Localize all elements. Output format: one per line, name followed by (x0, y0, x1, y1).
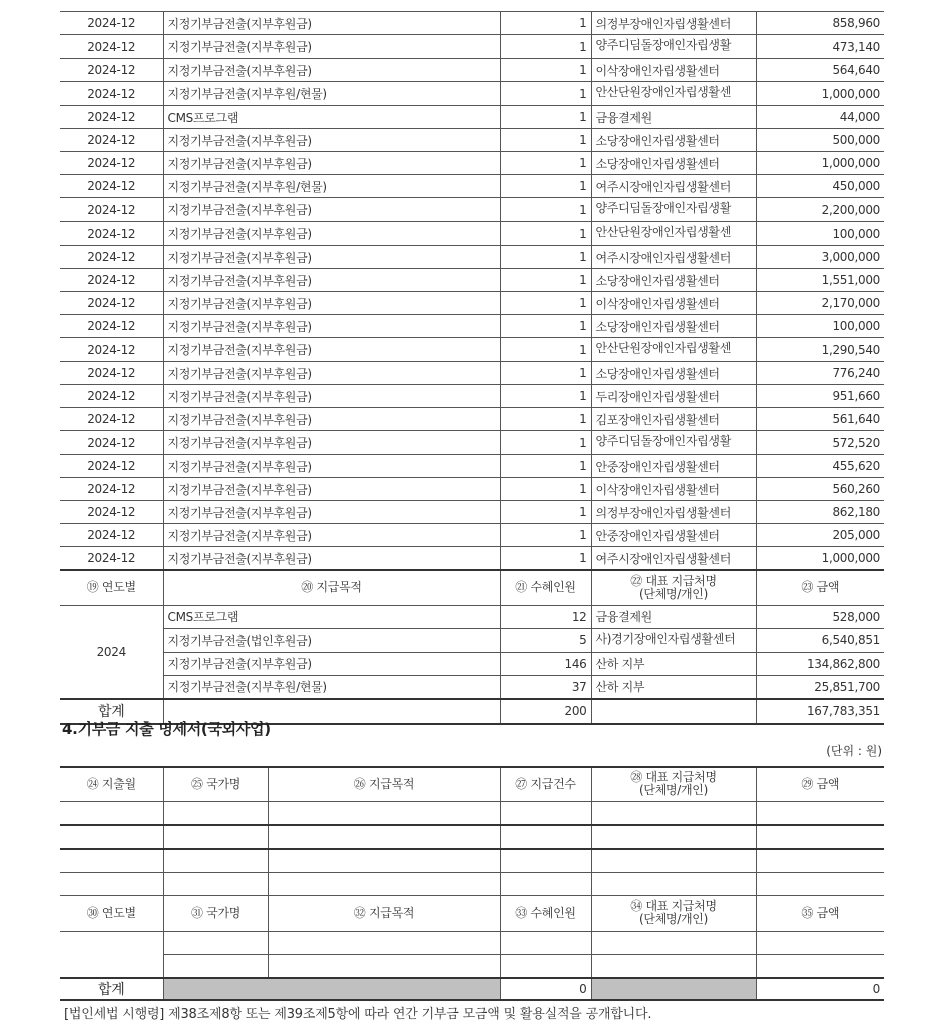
detail-row (60, 338, 884, 362)
detail-purpose: 지정기부금전출(지부후원금) (163, 478, 500, 501)
detail-purpose: 지정기부금전출(지부후원금) (163, 129, 500, 152)
foreign-detail-header-row (60, 767, 884, 801)
header-recipient-line2: (단체명/개인) (639, 783, 708, 798)
detail-recipient: 안산단원장애인자립생활센 (591, 82, 756, 106)
detail-purpose: 지정기부금전출(지부후원금) (163, 222, 500, 246)
detail-month: 2024-12 (60, 106, 163, 129)
detail-purpose: 지정기부금전출(지부후원금) (163, 524, 500, 547)
detail-count: 1 (500, 12, 591, 35)
unit-label: (단위 : 원) (826, 744, 882, 758)
detail-recipient: 여주시장애인자립생활센터 (591, 246, 756, 269)
detail-purpose: 지정기부금전출(지부후원금) (163, 547, 500, 571)
header-count: ㉗ 지급건수 (500, 767, 591, 801)
detail-count: 1 (500, 246, 591, 269)
summary-amount: 25,851,700 (756, 675, 884, 699)
detail-amount: 776,240 (756, 362, 884, 385)
summary-amount: 528,000 (756, 605, 884, 628)
detail-count: 1 (500, 175, 591, 198)
detail-recipient: 양주디딤돌장애인자립생활 (591, 431, 756, 455)
header-recipient-line2: (단체명/개인) (639, 912, 708, 926)
header-beneficiaries: ㉝ 수혜인원 (500, 895, 591, 931)
detail-row (60, 269, 884, 292)
detail-recipient: 두리장애인자립생활센터 (591, 385, 756, 408)
foreign-detail-row (60, 872, 884, 895)
detail-purpose: 지정기부금전출(지부후원금) (163, 385, 500, 408)
footer-legal-note: [법인세법 시행령] 제38조제8항 또는 제39조제5항에 따라 연간 기부금 모금액 및 활용실적을 공개합니다. (64, 1007, 652, 1022)
total-amount: 167,783,351 (756, 699, 884, 724)
empty-cell (268, 872, 500, 895)
summary-beneficiaries: 146 (500, 652, 591, 675)
detail-recipient: 안중장애인자립생활센터 (591, 455, 756, 478)
detail-amount: 205,000 (756, 524, 884, 547)
detail-purpose: 지정기부금전출(지부후원금) (163, 269, 500, 292)
detail-month: 2024-12 (60, 385, 163, 408)
detail-purpose: 지정기부금전출(지부후원금) (163, 362, 500, 385)
detail-purpose: 지정기부금전출(지부후원/현물) (163, 175, 500, 198)
total-label: 합계 (60, 978, 163, 1000)
summary-recipient: 산하 지부 (591, 675, 756, 699)
empty-cell (500, 801, 591, 825)
empty-cell (163, 954, 268, 978)
detail-purpose: CMS프로그램 (163, 106, 500, 129)
empty-cell (500, 872, 591, 895)
header-amount: ㉙ 금액 (756, 767, 884, 801)
detail-amount: 862,180 (756, 501, 884, 524)
detail-count: 1 (500, 431, 591, 455)
detail-recipient: 소당장애인자립생활센터 (591, 269, 756, 292)
empty-cell (163, 825, 268, 849)
detail-amount: 44,000 (756, 106, 884, 129)
detail-count: 1 (500, 315, 591, 338)
detail-count: 1 (500, 198, 591, 222)
empty-cell (163, 849, 268, 873)
header-beneficiaries: ㉑ 수혜인원 (500, 570, 591, 605)
header-purpose: ㉖ 지급목적 (268, 767, 500, 801)
detail-row (60, 152, 884, 175)
empty-cell (500, 931, 591, 954)
empty-cell (163, 931, 268, 954)
detail-count: 1 (500, 547, 591, 571)
detail-purpose: 지정기부금전출(지부후원금) (163, 59, 500, 82)
empty-cell (500, 954, 591, 978)
empty-cell (163, 872, 268, 895)
detail-purpose: 지정기부금전출(지부후원금) (163, 408, 500, 431)
detail-row (60, 59, 884, 82)
detail-amount: 100,000 (756, 222, 884, 246)
detail-row (60, 35, 884, 59)
empty-cell (163, 801, 268, 825)
foreign-detail-row (60, 801, 884, 825)
detail-purpose: 지정기부금전출(지부후원금) (163, 455, 500, 478)
empty-cell (591, 931, 756, 954)
detail-row (60, 82, 884, 106)
detail-month: 2024-12 (60, 524, 163, 547)
foreign-expenditure-table (60, 766, 884, 1001)
empty-cell (60, 825, 163, 849)
foreign-detail-row (60, 849, 884, 873)
empty-year-cell (60, 931, 163, 978)
detail-rows (60, 12, 884, 571)
detail-recipient: 소당장애인자립생활센터 (591, 362, 756, 385)
detail-recipient: 의정부장애인자립생활센터 (591, 12, 756, 35)
detail-recipient: 금융결제원 (591, 106, 756, 129)
header-recipient (591, 895, 756, 931)
detail-month: 2024-12 (60, 269, 163, 292)
detail-count: 1 (500, 152, 591, 175)
detail-month: 2024-12 (60, 175, 163, 198)
detail-row (60, 292, 884, 315)
detail-recipient: 안산단원장애인자립생활센 (591, 338, 756, 362)
empty-cell (756, 825, 884, 849)
detail-purpose: 지정기부금전출(지부후원금) (163, 315, 500, 338)
detail-row (60, 547, 884, 571)
detail-count: 1 (500, 222, 591, 246)
detail-amount: 1,290,540 (756, 338, 884, 362)
empty-cell (60, 849, 163, 873)
summary-amount: 134,862,800 (756, 652, 884, 675)
empty-cell (756, 931, 884, 954)
detail-purpose: 지정기부금전출(지부후원금) (163, 198, 500, 222)
header-purpose: ㉜ 지급목적 (268, 895, 500, 931)
detail-count: 1 (500, 362, 591, 385)
detail-amount: 2,200,000 (756, 198, 884, 222)
summary-recipient: 산하 지부 (591, 652, 756, 675)
detail-count: 1 (500, 455, 591, 478)
detail-row (60, 362, 884, 385)
empty-cell (268, 931, 500, 954)
detail-count: 1 (500, 82, 591, 106)
detail-amount: 450,000 (756, 175, 884, 198)
summary-header-row (60, 570, 884, 605)
header-recipient (591, 570, 756, 605)
detail-month: 2024-12 (60, 82, 163, 106)
detail-row (60, 315, 884, 338)
summary-year: 2024 (60, 605, 163, 699)
summary-purpose: 지정기부금전출(지부후원금) (163, 652, 500, 675)
summary-amount: 6,540,851 (756, 628, 884, 652)
detail-purpose: 지정기부금전출(지부후원금) (163, 501, 500, 524)
detail-amount: 1,000,000 (756, 152, 884, 175)
summary-purpose: CMS프로그램 (163, 605, 500, 628)
detail-purpose: 지정기부금전출(지부후원금) (163, 35, 500, 59)
foreign-summary-row (60, 954, 884, 978)
detail-month: 2024-12 (60, 198, 163, 222)
detail-row (60, 222, 884, 246)
detail-amount: 100,000 (756, 315, 884, 338)
detail-recipient: 여주시장애인자립생활센터 (591, 175, 756, 198)
detail-amount: 3,000,000 (756, 246, 884, 269)
detail-count: 1 (500, 338, 591, 362)
detail-purpose: 지정기부금전출(지부후원금) (163, 246, 500, 269)
empty-cell (500, 825, 591, 849)
empty-cell (60, 872, 163, 895)
detail-recipient: 이삭장애인자립생활센터 (591, 478, 756, 501)
summary-row (60, 605, 884, 628)
summary-beneficiaries: 5 (500, 628, 591, 652)
detail-month: 2024-12 (60, 129, 163, 152)
detail-count: 1 (500, 478, 591, 501)
detail-recipient: 소당장애인자립생활센터 (591, 152, 756, 175)
summary-beneficiaries: 12 (500, 605, 591, 628)
detail-recipient: 양주디딤돌장애인자립생활 (591, 35, 756, 59)
detail-row (60, 501, 884, 524)
header-year: ㉚ 연도별 (60, 895, 163, 931)
detail-purpose: 지정기부금전출(지부후원금) (163, 338, 500, 362)
detail-purpose: 지정기부금전출(지부후원/현물) (163, 82, 500, 106)
detail-count: 1 (500, 129, 591, 152)
empty-cell (756, 954, 884, 978)
detail-count: 1 (500, 524, 591, 547)
detail-month: 2024-12 (60, 431, 163, 455)
detail-count: 1 (500, 408, 591, 431)
detail-amount: 1,000,000 (756, 82, 884, 106)
detail-amount: 455,620 (756, 455, 884, 478)
detail-amount: 564,640 (756, 59, 884, 82)
detail-month: 2024-12 (60, 362, 163, 385)
detail-row (60, 455, 884, 478)
foreign-summary-header-row (60, 895, 884, 931)
detail-recipient: 안중장애인자립생활센터 (591, 524, 756, 547)
detail-month: 2024-12 (60, 315, 163, 338)
detail-purpose: 지정기부금전출(지부후원금) (163, 431, 500, 455)
summary-beneficiaries: 37 (500, 675, 591, 699)
summary-row (60, 652, 884, 675)
detail-month: 2024-12 (60, 35, 163, 59)
detail-month: 2024-12 (60, 478, 163, 501)
empty-cell (591, 849, 756, 873)
detail-amount: 500,000 (756, 129, 884, 152)
header-year: ⑲ 연도별 (60, 570, 163, 605)
header-recipient-line2: (단체명/개인) (639, 586, 708, 601)
header-recipient (591, 767, 756, 801)
detail-row (60, 106, 884, 129)
detail-recipient: 여주시장애인자립생활센터 (591, 547, 756, 571)
foreign-total-row (60, 978, 884, 1000)
detail-recipient: 김포장애인자립생활센터 (591, 408, 756, 431)
detail-count: 1 (500, 501, 591, 524)
detail-amount: 561,640 (756, 408, 884, 431)
header-amount: ㉓ 금액 (756, 570, 884, 605)
total-beneficiaries: 200 (500, 699, 591, 724)
detail-row (60, 431, 884, 455)
detail-count: 1 (500, 292, 591, 315)
section-title: 4.기부금 지출 명세서(국외사업) (62, 720, 271, 738)
empty-cell (500, 849, 591, 873)
empty-cell (591, 872, 756, 895)
detail-recipient: 이삭장애인자립생활센터 (591, 292, 756, 315)
empty-cell (756, 801, 884, 825)
summary-recipient: 금융결제원 (591, 605, 756, 628)
detail-amount: 951,660 (756, 385, 884, 408)
detail-recipient: 안산단원장애인자립생활센 (591, 222, 756, 246)
empty-cell (268, 954, 500, 978)
detail-month: 2024-12 (60, 338, 163, 362)
header-amount: ㉟ 금액 (756, 895, 884, 931)
detail-row (60, 408, 884, 431)
detail-recipient: 양주디딤돌장애인자립생활 (591, 198, 756, 222)
summary-row (60, 675, 884, 699)
detail-recipient: 이삭장애인자립생활센터 (591, 59, 756, 82)
detail-row (60, 385, 884, 408)
header-country: ㉛ 국가명 (163, 895, 268, 931)
domestic-expenditure-table (60, 11, 884, 725)
detail-count: 1 (500, 35, 591, 59)
total-shaded-cell (591, 978, 756, 1000)
detail-month: 2024-12 (60, 12, 163, 35)
detail-month: 2024-12 (60, 501, 163, 524)
detail-row (60, 175, 884, 198)
empty-cell (60, 801, 163, 825)
detail-month: 2024-12 (60, 152, 163, 175)
header-recipient-line1: ㉒ 대표 지급처명 (630, 573, 717, 588)
detail-recipient: 의정부장애인자립생활센터 (591, 501, 756, 524)
summary-purpose: 지정기부금전출(법인후원금) (163, 628, 500, 652)
empty-cell (268, 825, 500, 849)
total-shaded-cell (163, 978, 500, 1000)
detail-count: 1 (500, 269, 591, 292)
empty-cell (268, 801, 500, 825)
detail-count: 1 (500, 106, 591, 129)
detail-count: 1 (500, 385, 591, 408)
detail-row (60, 524, 884, 547)
summary-purpose: 지정기부금전출(지부후원/현물) (163, 675, 500, 699)
header-purpose: ⑳ 지급목적 (163, 570, 500, 605)
detail-recipient: 소당장애인자립생활센터 (591, 315, 756, 338)
detail-amount: 2,170,000 (756, 292, 884, 315)
detail-amount: 560,260 (756, 478, 884, 501)
detail-amount: 858,960 (756, 12, 884, 35)
total-beneficiaries: 0 (500, 978, 591, 1000)
detail-recipient: 소당장애인자립생활센터 (591, 129, 756, 152)
detail-row (60, 478, 884, 501)
detail-month: 2024-12 (60, 59, 163, 82)
detail-month: 2024-12 (60, 292, 163, 315)
header-recipient-line1: ㉘ 대표 지급처명 (630, 770, 717, 785)
detail-row (60, 12, 884, 35)
empty-cell (268, 849, 500, 873)
detail-purpose: 지정기부금전출(지부후원금) (163, 152, 500, 175)
summary-section (60, 570, 884, 724)
detail-amount: 473,140 (756, 35, 884, 59)
empty-cell (591, 954, 756, 978)
detail-amount: 1,551,000 (756, 269, 884, 292)
empty-cell (756, 872, 884, 895)
header-recipient-line1: ㉞ 대표 지급처명 (630, 899, 717, 913)
empty-cell (756, 849, 884, 873)
header-month: ㉔ 지출월 (60, 767, 163, 801)
detail-month: 2024-12 (60, 246, 163, 269)
total-amount: 0 (756, 978, 884, 1000)
detail-month: 2024-12 (60, 547, 163, 571)
detail-amount: 1,000,000 (756, 547, 884, 571)
header-country: ㉕ 국가명 (163, 767, 268, 801)
detail-row (60, 198, 884, 222)
summary-recipient: 사)경기장애인자립생활센터 (591, 628, 756, 652)
total-label: 합계 (60, 699, 163, 724)
total-recipient-empty (591, 699, 756, 724)
summary-row (60, 628, 884, 652)
empty-cell (591, 801, 756, 825)
detail-row (60, 129, 884, 152)
detail-purpose: 지정기부금전출(지부후원금) (163, 292, 500, 315)
detail-month: 2024-12 (60, 222, 163, 246)
foreign-detail-row (60, 825, 884, 849)
empty-cell (591, 825, 756, 849)
detail-amount: 572,520 (756, 431, 884, 455)
detail-count: 1 (500, 59, 591, 82)
detail-month: 2024-12 (60, 408, 163, 431)
foreign-summary-row (60, 931, 884, 954)
detail-month: 2024-12 (60, 455, 163, 478)
detail-row (60, 246, 884, 269)
detail-purpose: 지정기부금전출(지부후원금) (163, 12, 500, 35)
